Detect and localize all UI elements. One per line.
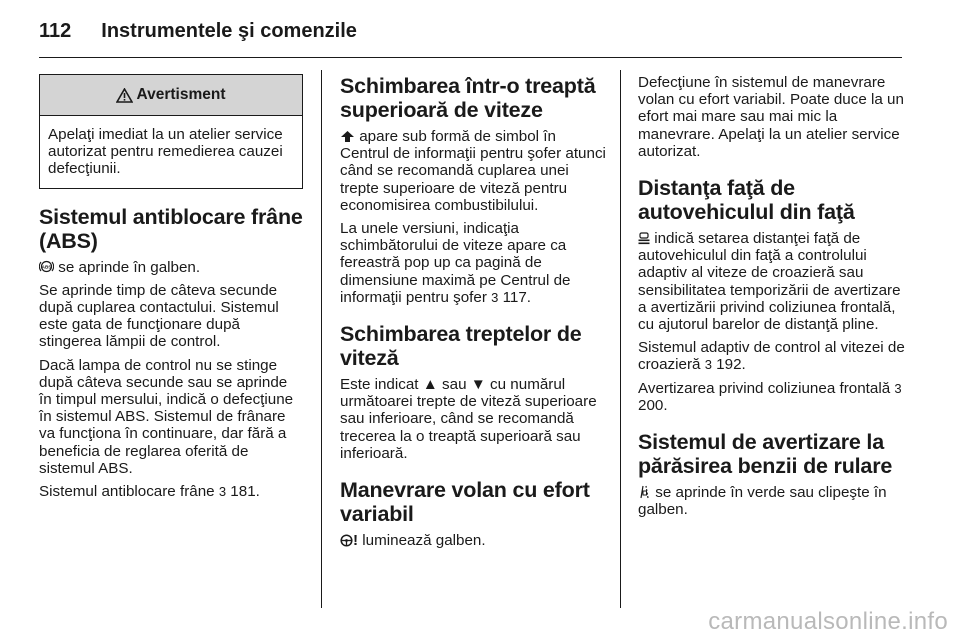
- lane-text: se aprinde în verde sau clipeşte în galben.: [638, 484, 887, 519]
- page-reference-icon: 3: [894, 380, 902, 396]
- steering-text: luminează galben.: [362, 532, 486, 550]
- steering-fault-paragraph: Defecţiune în sistemul de manevrare volan cu efort variabil. Poate duce la un efort mai mare sau mai mic la manevrare. Apelaţi la un atelier service autorizat.: [638, 74, 904, 160]
- abs-paragraph-4: [39, 483, 303, 500]
- column-2: [340, 74, 606, 555]
- column-divider-2: [620, 70, 621, 608]
- abs-ref-page[interactable]: 181.: [230, 483, 260, 501]
- gear-paragraph: [340, 376, 606, 462]
- warning-triangle-icon: [116, 88, 133, 103]
- exclamation-mark-icon: !: [353, 532, 359, 550]
- upshift-paragraph-1: [340, 128, 606, 214]
- warning-title: Avertisment: [136, 86, 226, 103]
- header-divider: [39, 57, 902, 58]
- warning-header: [40, 75, 302, 116]
- page-reference-icon: 3: [218, 484, 227, 500]
- heading-abs: Sistemul antiblocare frâne (ABS): [39, 204, 303, 253]
- vehicle-distance-icon: [638, 232, 650, 245]
- distance-paragraph-1: [638, 230, 906, 333]
- heading-lane-departure: Sistemul de avertizare la părăsirea benzii de rulare: [638, 430, 893, 479]
- column-divider-1: [321, 70, 322, 608]
- abs-lamp-text: se aprinde în galben.: [58, 258, 201, 276]
- upshift-icon: [340, 130, 355, 143]
- gear-text-b: sau: [442, 376, 467, 394]
- svg-text:ABS: ABS: [41, 263, 52, 269]
- watermark: carmanualsonline.info: [708, 608, 948, 635]
- distance-paragraph-3: [638, 380, 906, 414]
- page-reference-icon: 3: [704, 357, 712, 373]
- abs-paragraph-3: Dacă lampa de control nu se stinge după câteva secunde sau se aprinde în timpul mersului, indică o defecţiune în sistemul ABS. Sistemul de frânare va funcţiona în continuare, dar fără a beneficia de reglarea oferită de sistemul ABS.: [39, 356, 294, 477]
- lane-departure-icon: [638, 485, 651, 499]
- column-3: [638, 74, 906, 524]
- abs-ref-text: Sistemul antiblocare frâne: [39, 483, 215, 501]
- column-1: [39, 74, 303, 506]
- abs-icon: [39, 259, 54, 274]
- page-number: 112: [39, 19, 72, 42]
- gear-text-a: Este indicat: [340, 376, 419, 394]
- warning-text: Apelaţi imediat la un atelier service autorizat pentru remedierea cauzei defecţiunii.: [48, 126, 283, 178]
- fcw-ref-page[interactable]: 200.: [638, 396, 668, 414]
- steering-paragraph: [340, 532, 606, 549]
- abs-paragraph-2: Se aprinde timp de câteva secunde după cuplarea contactului. Sistemul este gata de funcţionare după stingerea lămpii de control.: [39, 281, 279, 351]
- distance-text: indică setarea distanţei faţă de autovehiculul din faţă a controlului adaptiv al viteze de croazieră sau sensibilitatea temporizării de avertizare a avertizării privind coliziunea frontală, cu ajutorul barelor de distanţă pline.: [638, 230, 901, 334]
- gear-text-c: cu numărul următoarei trepte de viteză superioare sau inferioare, când se recomandă trecerea la o treaptă superioară sau inferioară.: [340, 376, 597, 462]
- acc-ref-text: Sistemul adaptiv de control al vitezei de croazieră: [638, 339, 905, 374]
- heading-following-distance: Distanţa faţă de autovehiculul din faţă: [638, 176, 855, 225]
- warning-box: [39, 74, 303, 189]
- page-reference-icon: 3: [491, 289, 499, 305]
- down-triangle-icon: ▼: [470, 376, 486, 394]
- heading-gear-change: Schimbarea treptelor de viteză: [340, 322, 582, 371]
- upshift-text: apare sub formă de simbol în Centrul de informaţii pentru şofer atunci când se recomandă cuplarea unei trepte superioare de viteză pentru economisirea combustibilului.: [340, 128, 606, 214]
- upshift-ref-page[interactable]: 117.: [502, 288, 532, 306]
- steering-wheel-icon: [340, 534, 353, 547]
- fcw-ref-text: Avertizarea privind coliziunea frontală: [638, 379, 891, 397]
- lane-paragraph: [638, 484, 906, 518]
- page-title: Instrumentele şi comenzile: [101, 19, 357, 42]
- acc-ref-page[interactable]: 192.: [716, 356, 746, 374]
- up-triangle-icon: ▲: [422, 376, 438, 394]
- heading-upshift: Schimbarea într-o treaptă superioară de viteze: [340, 74, 596, 122]
- heading-variable-steering: Manevrare volan cu efort variabil: [340, 478, 590, 527]
- distance-paragraph-2: [638, 339, 906, 373]
- page-header: [39, 14, 357, 48]
- upshift-paragraph-2: [340, 220, 606, 306]
- abs-paragraph-1: [39, 259, 303, 276]
- upshift-text-2: La unele versiuni, indicaţia schimbătorului de viteze apare ca fereastră pop up ca pagină de dimensiune maximă pe Centrul de informaţii pentru şofer: [340, 220, 571, 306]
